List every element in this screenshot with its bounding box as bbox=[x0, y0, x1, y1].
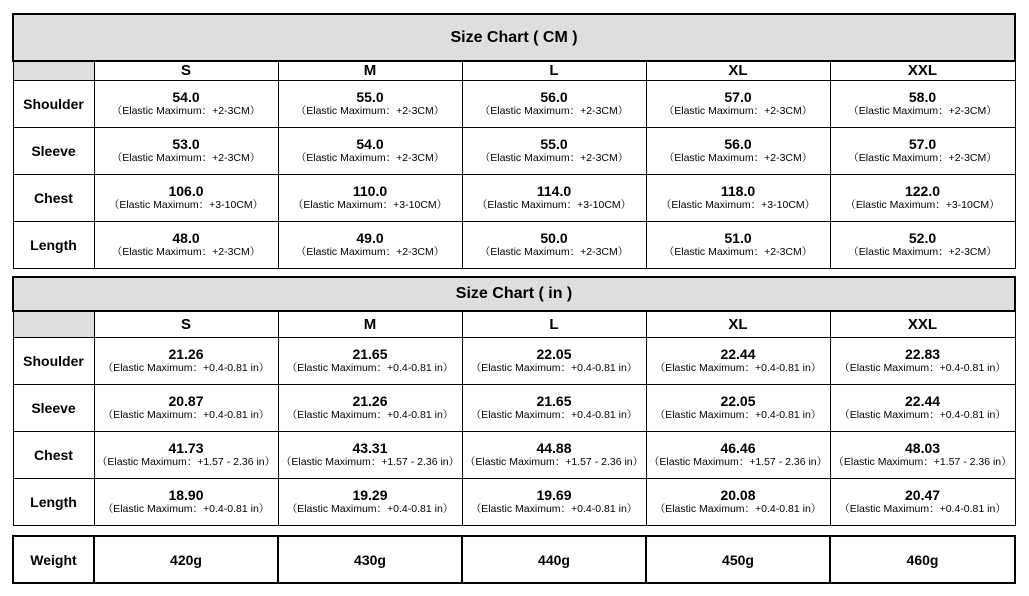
measurement-cell bbox=[462, 384, 646, 431]
measurement-cell bbox=[94, 384, 278, 431]
elastic-note: （Elastic Maximum：+3-10CM） bbox=[845, 199, 1000, 211]
size-chart-in-table bbox=[12, 276, 1016, 526]
measurement-value: 22.05 bbox=[720, 393, 756, 409]
measurement-value: 21.26 bbox=[168, 346, 204, 362]
elastic-note: （Elastic Maximum：+2-3CM） bbox=[663, 246, 813, 258]
measurement-value: 20.08 bbox=[720, 487, 756, 503]
elastic-note: （Elastic Maximum：+0.4-0.81 in） bbox=[102, 362, 270, 374]
measurement-value: 22.05 bbox=[536, 346, 572, 362]
elastic-note: （Elastic Maximum：+0.4-0.81 in） bbox=[286, 503, 454, 515]
elastic-note: （Elastic Maximum：+3-10CM） bbox=[660, 199, 816, 211]
measurement-cell bbox=[94, 174, 278, 221]
elastic-note: （Elastic Maximum：+3-10CM） bbox=[292, 199, 448, 211]
row-label-weight: Weight bbox=[13, 536, 94, 583]
measurement-cell bbox=[646, 478, 830, 525]
elastic-note: （Elastic Maximum：+2-3CM） bbox=[111, 246, 261, 258]
measurement-cell bbox=[830, 174, 1015, 221]
elastic-note: （Elastic Maximum：+0.4-0.81 in） bbox=[839, 503, 1006, 515]
elastic-note: （Elastic Maximum：+0.4-0.81 in） bbox=[470, 362, 638, 374]
elastic-note: （Elastic Maximum：+0.4-0.81 in） bbox=[654, 409, 822, 421]
table-row bbox=[13, 384, 1015, 431]
measurement-value: 20.47 bbox=[905, 487, 941, 503]
measurement-cell bbox=[278, 221, 462, 268]
weight-value: 420g bbox=[94, 536, 278, 583]
measurement-value: 21.26 bbox=[352, 393, 388, 409]
table-row bbox=[13, 431, 1015, 478]
measurement-cell bbox=[830, 384, 1015, 431]
measurement-cell bbox=[646, 221, 830, 268]
measurement-value: 56.0 bbox=[540, 89, 568, 105]
measurement-value: 122.0 bbox=[904, 183, 941, 199]
measurement-value: 19.69 bbox=[536, 487, 572, 503]
elastic-note: （Elastic Maximum：+2-3CM） bbox=[848, 246, 997, 258]
measurement-cell bbox=[830, 337, 1015, 384]
row-label-shoulder: Shoulder bbox=[13, 80, 94, 127]
measurement-value: 22.44 bbox=[905, 393, 941, 409]
measurement-value: 43.31 bbox=[352, 440, 388, 456]
size-header-xl: XL bbox=[646, 311, 830, 337]
weight-table bbox=[12, 535, 1016, 584]
elastic-note: （Elastic Maximum：+1.57 - 2.36 in） bbox=[648, 456, 828, 468]
measurement-value: 57.0 bbox=[908, 136, 937, 152]
measurement-cell bbox=[462, 337, 646, 384]
measurement-cell bbox=[94, 80, 278, 127]
measurement-value: 44.88 bbox=[536, 440, 572, 456]
measurement-cell bbox=[830, 127, 1015, 174]
measurement-cell bbox=[462, 431, 646, 478]
row-label-length: Length bbox=[13, 221, 94, 268]
measurement-cell bbox=[462, 478, 646, 525]
measurement-value: 22.83 bbox=[905, 346, 941, 362]
measurement-cell bbox=[278, 384, 462, 431]
measurement-cell bbox=[94, 478, 278, 525]
row-label-sleeve: Sleeve bbox=[13, 384, 94, 431]
size-header-l: L bbox=[462, 311, 646, 337]
elastic-note: （Elastic Maximum：+0.4-0.81 in） bbox=[654, 362, 822, 374]
measurement-cell bbox=[830, 478, 1015, 525]
measurement-value: 19.29 bbox=[352, 487, 388, 503]
measurement-cell bbox=[646, 431, 830, 478]
measurement-value: 48.0 bbox=[172, 230, 200, 246]
size-header-xxl: XXL bbox=[830, 61, 1015, 80]
measurement-value: 49.0 bbox=[356, 230, 384, 246]
measurement-value: 21.65 bbox=[352, 346, 388, 362]
measurement-value: 50.0 bbox=[540, 230, 568, 246]
header-blank-cell bbox=[13, 61, 94, 80]
measurement-cell bbox=[646, 80, 830, 127]
elastic-note: （Elastic Maximum：+2-3CM） bbox=[663, 152, 813, 164]
row-label-chest: Chest bbox=[13, 431, 94, 478]
elastic-note: （Elastic Maximum：+0.4-0.81 in） bbox=[470, 409, 638, 421]
elastic-note: （Elastic Maximum：+2-3CM） bbox=[295, 105, 445, 117]
measurement-value: 56.0 bbox=[724, 136, 752, 152]
measurement-cell bbox=[278, 127, 462, 174]
measurement-value: 41.73 bbox=[168, 440, 204, 456]
elastic-note: （Elastic Maximum：+0.4-0.81 in） bbox=[286, 362, 454, 374]
elastic-note: （Elastic Maximum：+3-10CM） bbox=[476, 199, 632, 211]
measurement-cell bbox=[278, 431, 462, 478]
measurement-value: 51.0 bbox=[724, 230, 752, 246]
measurement-value: 110.0 bbox=[352, 183, 388, 199]
measurement-value: 55.0 bbox=[356, 89, 384, 105]
weight-value: 460g bbox=[830, 536, 1015, 583]
table-row bbox=[13, 478, 1015, 525]
measurement-cell bbox=[830, 80, 1015, 127]
measurement-cell bbox=[462, 174, 646, 221]
measurement-value: 114.0 bbox=[536, 183, 572, 199]
measurement-value: 48.03 bbox=[905, 440, 941, 456]
measurement-cell bbox=[830, 221, 1015, 268]
measurement-cell bbox=[94, 221, 278, 268]
measurement-cell bbox=[462, 127, 646, 174]
measurement-value: 18.90 bbox=[168, 487, 204, 503]
measurement-cell bbox=[646, 174, 830, 221]
table-row bbox=[13, 536, 1015, 583]
elastic-note: （Elastic Maximum：+2-3CM） bbox=[111, 105, 261, 117]
size-header-xl: XL bbox=[646, 61, 830, 80]
measurement-value: 57.0 bbox=[724, 89, 752, 105]
measurement-cell bbox=[646, 337, 830, 384]
elastic-note: （Elastic Maximum：+2-3CM） bbox=[479, 105, 629, 117]
weight-value: 440g bbox=[462, 536, 646, 583]
weight-value: 430g bbox=[278, 536, 462, 583]
measurement-cell bbox=[646, 127, 830, 174]
measurement-cell bbox=[462, 80, 646, 127]
elastic-note: （Elastic Maximum：+0.4-0.81 in） bbox=[654, 503, 822, 515]
elastic-note: （Elastic Maximum：+2-3CM） bbox=[111, 152, 261, 164]
measurement-cell bbox=[94, 431, 278, 478]
measurement-cell bbox=[94, 337, 278, 384]
measurement-value: 20.87 bbox=[168, 393, 204, 409]
table-row bbox=[13, 80, 1015, 127]
measurement-value: 46.46 bbox=[720, 440, 756, 456]
elastic-note: （Elastic Maximum：+2-3CM） bbox=[663, 105, 813, 117]
size-header-s: S bbox=[94, 61, 278, 80]
measurement-value: 106.0 bbox=[168, 183, 204, 199]
row-label-shoulder: Shoulder bbox=[13, 337, 94, 384]
measurement-value: 54.0 bbox=[172, 89, 200, 105]
table-row bbox=[13, 337, 1015, 384]
measurement-cell bbox=[278, 478, 462, 525]
table-row bbox=[13, 221, 1015, 268]
elastic-note: （Elastic Maximum：+3-10CM） bbox=[108, 199, 264, 211]
elastic-note: （Elastic Maximum：+2-3CM） bbox=[848, 105, 997, 117]
measurement-cell bbox=[830, 431, 1015, 478]
row-label-sleeve: Sleeve bbox=[13, 127, 94, 174]
measurement-cell bbox=[646, 384, 830, 431]
table-row bbox=[13, 127, 1015, 174]
row-label-length: Length bbox=[13, 478, 94, 525]
size-chart-in-title: Size Chart ( in ) bbox=[13, 277, 1015, 311]
elastic-note: （Elastic Maximum：+1.57 - 2.36 in） bbox=[280, 456, 460, 468]
elastic-note: （Elastic Maximum：+2-3CM） bbox=[479, 152, 629, 164]
measurement-cell bbox=[278, 337, 462, 384]
elastic-note: （Elastic Maximum：+1.57 - 2.36 in） bbox=[96, 456, 276, 468]
table-row bbox=[13, 174, 1015, 221]
measurement-value: 58.0 bbox=[908, 89, 937, 105]
weight-value: 450g bbox=[646, 536, 830, 583]
measurement-value: 52.0 bbox=[908, 230, 937, 246]
measurement-cell bbox=[278, 80, 462, 127]
elastic-note: （Elastic Maximum：+2-3CM） bbox=[479, 246, 629, 258]
measurement-value: 55.0 bbox=[540, 136, 568, 152]
size-header-s: S bbox=[94, 311, 278, 337]
size-header-m: M bbox=[278, 61, 462, 80]
measurement-value: 21.65 bbox=[536, 393, 572, 409]
elastic-note: （Elastic Maximum：+1.57 - 2.36 in） bbox=[833, 456, 1012, 468]
elastic-note: （Elastic Maximum：+0.4-0.81 in） bbox=[839, 362, 1006, 374]
elastic-note: （Elastic Maximum：+2-3CM） bbox=[295, 246, 445, 258]
elastic-note: （Elastic Maximum：+0.4-0.81 in） bbox=[102, 503, 270, 515]
elastic-note: （Elastic Maximum：+1.57 - 2.36 in） bbox=[464, 456, 644, 468]
measurement-value: 22.44 bbox=[720, 346, 756, 362]
elastic-note: （Elastic Maximum：+2-3CM） bbox=[848, 152, 997, 164]
measurement-value: 53.0 bbox=[172, 136, 200, 152]
size-header-xxl: XXL bbox=[830, 311, 1015, 337]
elastic-note: （Elastic Maximum：+0.4-0.81 in） bbox=[470, 503, 638, 515]
header-blank-cell bbox=[13, 311, 94, 337]
size-header-l: L bbox=[462, 61, 646, 80]
measurement-cell bbox=[278, 174, 462, 221]
elastic-note: （Elastic Maximum：+2-3CM） bbox=[295, 152, 445, 164]
row-label-chest: Chest bbox=[13, 174, 94, 221]
measurement-cell bbox=[462, 221, 646, 268]
measurement-value: 118.0 bbox=[720, 183, 756, 199]
measurement-cell bbox=[94, 127, 278, 174]
measurement-value: 54.0 bbox=[356, 136, 384, 152]
elastic-note: （Elastic Maximum：+0.4-0.81 in） bbox=[102, 409, 270, 421]
elastic-note: （Elastic Maximum：+0.4-0.81 in） bbox=[286, 409, 454, 421]
size-header-m: M bbox=[278, 311, 462, 337]
elastic-note: （Elastic Maximum：+0.4-0.81 in） bbox=[839, 409, 1006, 421]
size-chart-cm-title: Size Chart ( CM ) bbox=[13, 14, 1015, 61]
size-chart-cm-table bbox=[12, 13, 1016, 269]
